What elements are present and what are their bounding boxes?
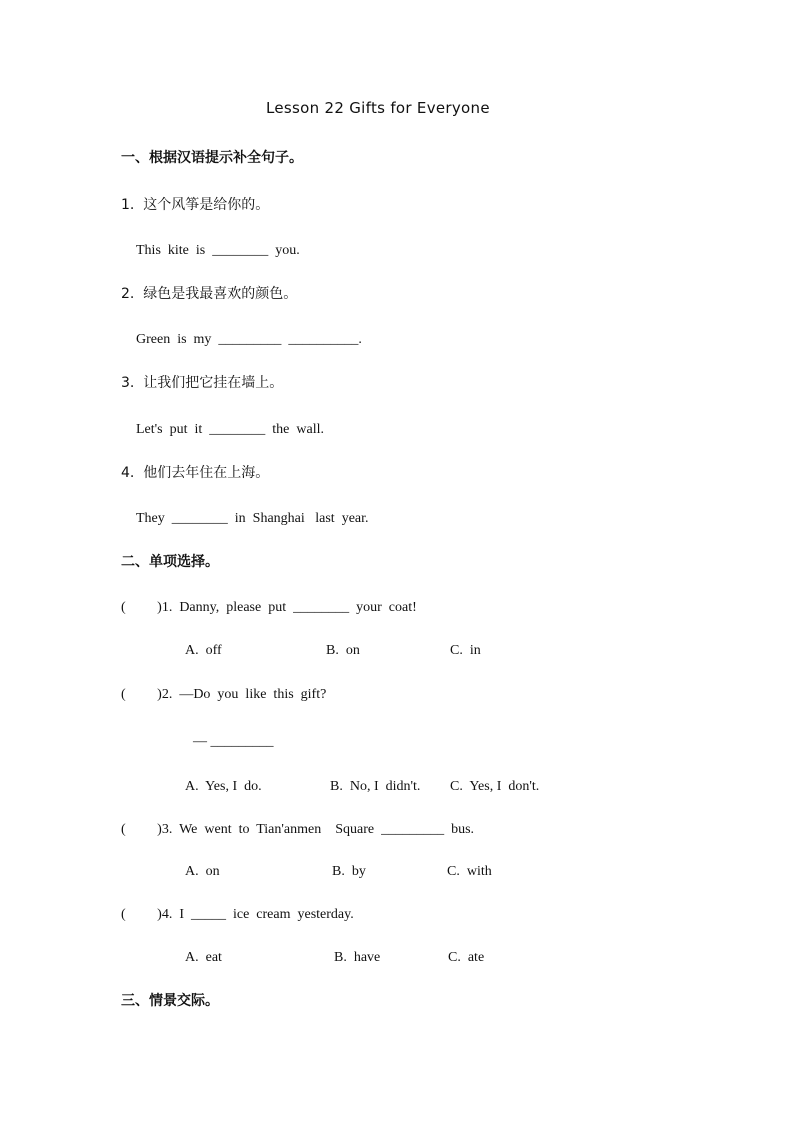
s2-q4-stem: ( )4. I _____ ice cream yesterday. [121, 907, 354, 922]
s1-q1-english: This kite is ________ you. [136, 243, 300, 258]
s1-q3-chinese: 3. 让我们把它挂在墙上。 [121, 375, 284, 391]
s1-q1-chinese: 1. 这个风筝是给你的。 [121, 197, 270, 213]
s2-q3-option-a: A. on [185, 864, 220, 879]
s1-q4-chinese: 4. 他们去年住在上海。 [121, 465, 270, 481]
section-3-heading: 三、情景交际。 [121, 993, 219, 1009]
s2-q2-option-a: A. Yes, I do. [185, 779, 262, 794]
s2-q2-stem: ( )2. —Do you like this gift? [121, 687, 327, 702]
section-1-heading: 一、根据汉语提示补全句子。 [121, 150, 303, 166]
page-title: Lesson 22 Gifts for Everyone [266, 99, 490, 117]
s2-q2-option-b: B. No, I didn't. [330, 779, 421, 794]
s2-q1-option-b: B. on [326, 643, 360, 658]
s2-q3-stem: ( )3. We went to Tian'anmen Square _________ bus. [121, 822, 475, 837]
s2-q1-stem: ( )1. Danny, please put ________ your coat! [121, 600, 417, 615]
s2-q4-option-b: B. have [334, 950, 381, 965]
s2-q1-option-a: A. off [185, 643, 222, 658]
s2-q3-option-c: C. with [447, 864, 492, 879]
s2-q1-option-c: C. in [450, 643, 481, 658]
s2-q4-option-c: C. ate [448, 950, 485, 965]
s1-q2-chinese: 2. 绿色是我最喜欢的颜色。 [121, 286, 298, 302]
s1-q2-english: Green is my _________ __________. [136, 332, 362, 347]
s2-q2-option-c: C. Yes, I don't. [450, 779, 540, 794]
s2-q3-option-b: B. by [332, 864, 366, 879]
s2-q4-option-a: A. eat [185, 950, 222, 965]
section-2-heading: 二、单项选择。 [121, 554, 219, 570]
s2-q2-answer-line: — _________ [193, 734, 274, 749]
s1-q4-english: They ________ in Shanghai last year. [136, 511, 369, 526]
s1-q3-english: Let's put it ________ the wall. [136, 422, 325, 437]
